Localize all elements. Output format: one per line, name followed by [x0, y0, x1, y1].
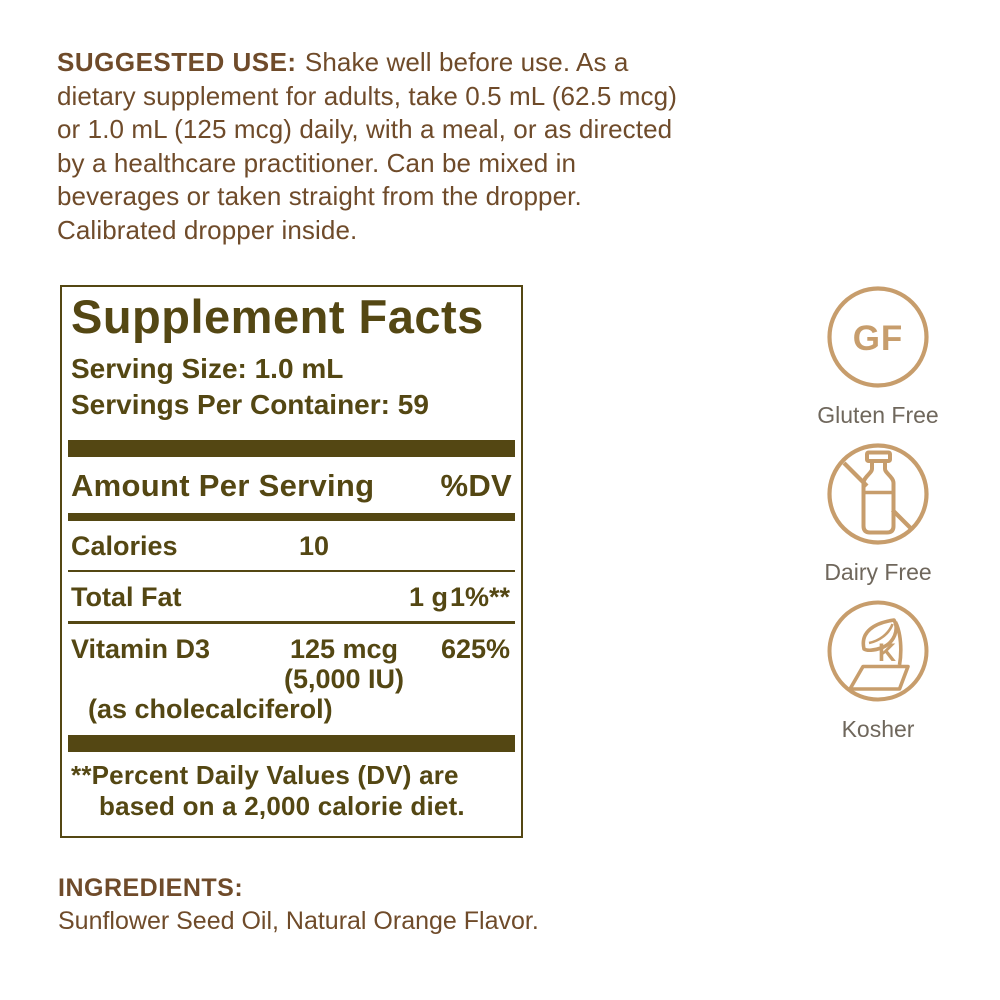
facts-header-row — [71, 468, 512, 504]
dv-footnote-line1: **Percent Daily Values (DV) are — [71, 759, 459, 790]
divider-thick-top — [68, 440, 515, 457]
facts-row-vitamin-d3 — [71, 624, 512, 694]
badge-label: Kosher — [841, 716, 915, 742]
ingredients-section — [58, 872, 539, 938]
serving-size: Serving Size: 1.0 mL — [71, 352, 344, 384]
dv-footnote-line2: based on a 2,000 calorie diet. — [99, 791, 465, 822]
divider-thick-bottom — [68, 735, 515, 752]
suggested-use-label: SUGGESTED USE: — [57, 47, 297, 77]
badge-label: Gluten Free — [817, 402, 939, 428]
nutrient-amount — [269, 634, 419, 694]
nutrient-amount-mcg: 125 mcg — [289, 633, 399, 664]
nutrient-dv: 1%** — [449, 582, 510, 613]
kosher-badge — [826, 599, 930, 743]
supplement-facts-panel — [60, 285, 523, 838]
suggested-use-body: Shake well before use. As a dietary supplement for adults, take 0.5 mL (62.5 mcg) or 1.0 mL (125 mcg) daily, with a meal, or as directed by a healthcare practitioner. Can be mixed in beverages or taken straight from the dropper. Calibrated dropper inside. — [57, 47, 677, 245]
nutrient-amount: 10 — [299, 530, 330, 561]
ingredients-text: Sunflower Seed Oil, Natural Orange Flavor. — [58, 907, 539, 935]
suggested-use-paragraph — [57, 46, 705, 247]
dairy-free-badge — [824, 442, 931, 586]
amount-per-serving-label: Amount Per Serving — [71, 467, 375, 503]
nutrient-name: Calories — [71, 530, 178, 561]
gluten-free-icon — [826, 285, 930, 389]
servings-per-container: Servings Per Container: 59 — [71, 388, 429, 420]
dv-footnote — [71, 760, 512, 823]
kosher-icon — [826, 599, 930, 703]
ingredients-label: INGREDIENTS: — [58, 874, 244, 902]
supplement-facts-title: Supplement Facts — [71, 290, 484, 343]
nutrient-name: Total Fat — [71, 582, 182, 613]
badge-label: Dairy Free — [824, 559, 932, 585]
gluten-free-badge — [817, 285, 938, 429]
nutrient-amount: 1 g — [409, 582, 449, 613]
dv-header-label: %DV — [440, 467, 512, 503]
nutrient-amount-iu: (5,000 IU) — [283, 663, 405, 694]
divider-medium — [68, 513, 515, 521]
vitamin-d3-form-note: (as cholecalciferol) — [88, 693, 333, 724]
dairy-free-icon — [826, 442, 930, 546]
nutrient-name: Vitamin D3 — [71, 633, 211, 664]
nutrient-dv: 625% — [440, 633, 510, 664]
gf-letters: GF — [852, 319, 904, 358]
facts-row-total-fat — [71, 572, 512, 621]
kosher-letter: K — [877, 639, 897, 667]
facts-row-calories — [71, 521, 512, 570]
certification-badges — [815, 285, 941, 743]
